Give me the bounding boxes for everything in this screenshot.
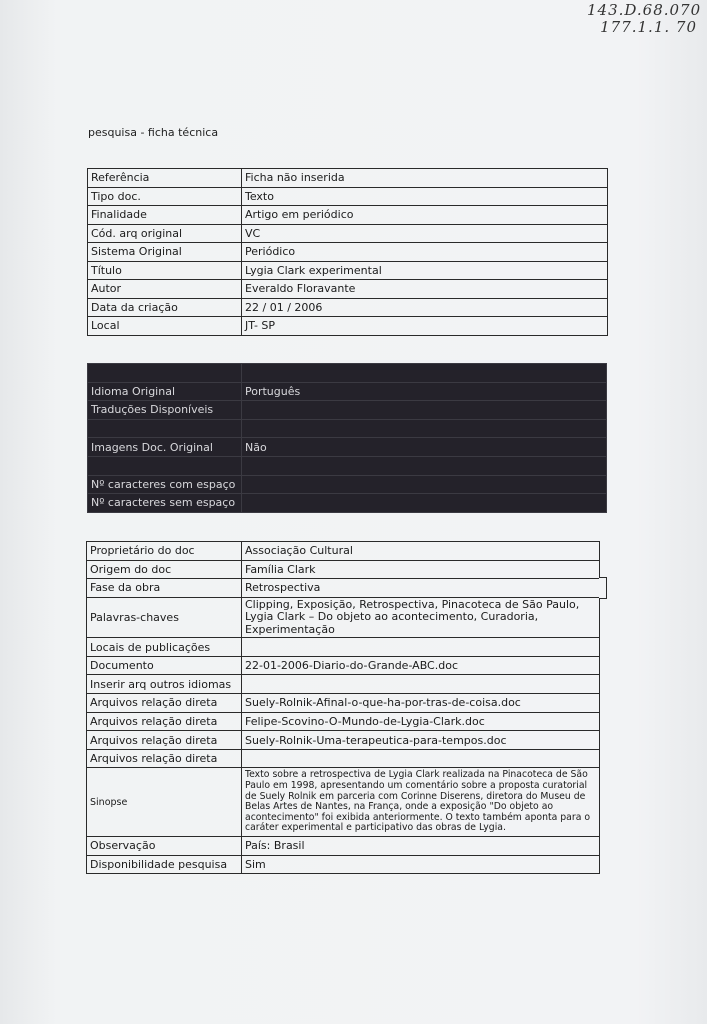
row-label bbox=[88, 456, 242, 475]
table-row bbox=[88, 243, 608, 262]
row-label: Documento bbox=[87, 656, 242, 675]
row-label: Traduções Disponíveis bbox=[88, 401, 242, 420]
table-row bbox=[88, 317, 608, 336]
row-value: Ficha não inserida bbox=[242, 169, 608, 188]
row-value bbox=[242, 638, 600, 657]
row-value: Família Clark bbox=[242, 560, 600, 579]
row-label: Origem do doc bbox=[87, 560, 242, 579]
row-value: Suely-Rolnik-Afinal-o-que-ha-por-tras-de-coisa.doc bbox=[242, 694, 600, 713]
row-value: Periódico bbox=[242, 243, 608, 262]
table-row bbox=[87, 675, 600, 694]
table-row bbox=[87, 712, 600, 731]
handwritten-line-2: 177.1.1. 70 bbox=[600, 18, 697, 36]
row-label: Arquivos relação direta bbox=[87, 749, 242, 768]
row-value bbox=[242, 401, 607, 420]
synopsis-value: Texto sobre a retrospectiva de Lygia Clark realizada na Pinacoteca de São Paulo em 1998, apresentando um comentário sobre a proposta curatorial de Suely Rolnik em parceria com Corinne Diserens, diretora do Museu de Belas Artes de Nantes, na França, onde a exposição "Do objeto ao acontecimento" foi exibida anteriormente. O texto também aponta para o caráter experimental e participativo das obras de Lygia. bbox=[242, 768, 600, 837]
table-row bbox=[88, 494, 607, 513]
table-row bbox=[87, 731, 600, 750]
row-label: Finalidade bbox=[88, 206, 242, 225]
row-label: Autor bbox=[88, 280, 242, 299]
reference-table bbox=[87, 168, 608, 336]
row-label: Arquivos relação direta bbox=[87, 694, 242, 713]
row-label: Locais de publicações bbox=[87, 638, 242, 657]
table-row bbox=[88, 224, 608, 243]
table-row bbox=[87, 542, 600, 561]
cell-border-artifact bbox=[599, 577, 607, 599]
table-row bbox=[87, 837, 600, 856]
row-label: Sinopse bbox=[87, 768, 242, 837]
table-row bbox=[88, 401, 607, 420]
row-value: 22 / 01 / 2006 bbox=[242, 298, 608, 317]
table-row bbox=[87, 560, 600, 579]
table-row bbox=[88, 169, 608, 188]
row-label: Referência bbox=[88, 169, 242, 188]
table-row bbox=[88, 419, 607, 438]
page-title: pesquisa - ficha técnica bbox=[88, 126, 219, 139]
row-value: País: Brasil bbox=[242, 837, 600, 856]
row-value: Artigo em periódico bbox=[242, 206, 608, 225]
table-row bbox=[88, 187, 608, 206]
table-row bbox=[88, 475, 607, 494]
row-value: Associação Cultural bbox=[242, 542, 600, 561]
row-label: Local bbox=[88, 317, 242, 336]
table-row bbox=[88, 364, 607, 383]
table-row bbox=[87, 597, 600, 638]
table-row bbox=[87, 855, 600, 874]
table-row bbox=[88, 280, 608, 299]
keywords-value: Clipping, Exposição, Retrospectiva, Pinacoteca de São Paulo, Lygia Clark – Do objeto ao acontecimento, Curadoria, Experimentação bbox=[242, 597, 600, 638]
row-label: Disponibilidade pesquisa bbox=[87, 855, 242, 874]
row-label: Palavras-chaves bbox=[87, 597, 242, 638]
row-value: Não bbox=[242, 438, 607, 457]
table-row bbox=[88, 206, 608, 225]
row-value: VC bbox=[242, 224, 608, 243]
row-value bbox=[242, 364, 607, 383]
table-row bbox=[88, 298, 608, 317]
row-label: Idioma Original bbox=[88, 382, 242, 401]
row-label: Sistema Original bbox=[88, 243, 242, 262]
table-row bbox=[87, 768, 600, 837]
table-row bbox=[87, 579, 600, 598]
row-label: Tipo doc. bbox=[88, 187, 242, 206]
row-label: Proprietário do doc bbox=[87, 542, 242, 561]
row-value: Retrospectiva bbox=[242, 579, 600, 598]
table-row bbox=[87, 656, 600, 675]
row-label: Nº caracteres com espaço bbox=[88, 475, 242, 494]
table-row bbox=[87, 638, 600, 657]
row-label: Inserir arq outros idiomas bbox=[87, 675, 242, 694]
row-label: Nº caracteres sem espaço bbox=[88, 494, 242, 513]
row-value bbox=[242, 475, 607, 494]
row-label bbox=[88, 419, 242, 438]
row-value: Português bbox=[242, 382, 607, 401]
row-value: Sim bbox=[242, 855, 600, 874]
table-row bbox=[88, 456, 607, 475]
row-label: Arquivos relação direta bbox=[87, 731, 242, 750]
row-value bbox=[242, 749, 600, 768]
row-label bbox=[88, 364, 242, 383]
row-label: Título bbox=[88, 261, 242, 280]
row-label: Imagens Doc. Original bbox=[88, 438, 242, 457]
language-table bbox=[87, 363, 607, 513]
row-label: Fase da obra bbox=[87, 579, 242, 598]
row-value: Felipe-Scovino-O-Mundo-de-Lygia-Clark.doc bbox=[242, 712, 600, 731]
row-value: Everaldo Floravante bbox=[242, 280, 608, 299]
row-label: Observação bbox=[87, 837, 242, 856]
table-row bbox=[87, 694, 600, 713]
row-value bbox=[242, 675, 600, 694]
row-value bbox=[242, 494, 607, 513]
row-label: Cód. arq original bbox=[88, 224, 242, 243]
handwritten-line-1: 143.D.68.070 bbox=[587, 1, 702, 19]
handwritten-archive-code bbox=[587, 1, 702, 36]
row-label: Arquivos relação direta bbox=[87, 712, 242, 731]
row-value: Suely-Rolnik-Uma-terapeutica-para-tempos.doc bbox=[242, 731, 600, 750]
row-value: Lygia Clark experimental bbox=[242, 261, 608, 280]
row-value: JT- SP bbox=[242, 317, 608, 336]
table-row bbox=[88, 382, 607, 401]
row-value bbox=[242, 456, 607, 475]
table-row bbox=[88, 438, 607, 457]
row-value bbox=[242, 419, 607, 438]
table-row bbox=[87, 749, 600, 768]
document-details-table bbox=[86, 541, 600, 874]
row-value: 22-01-2006-Diario-do-Grande-ABC.doc bbox=[242, 656, 600, 675]
row-value: Texto bbox=[242, 187, 608, 206]
row-label: Data da criação bbox=[88, 298, 242, 317]
table-row bbox=[88, 261, 608, 280]
